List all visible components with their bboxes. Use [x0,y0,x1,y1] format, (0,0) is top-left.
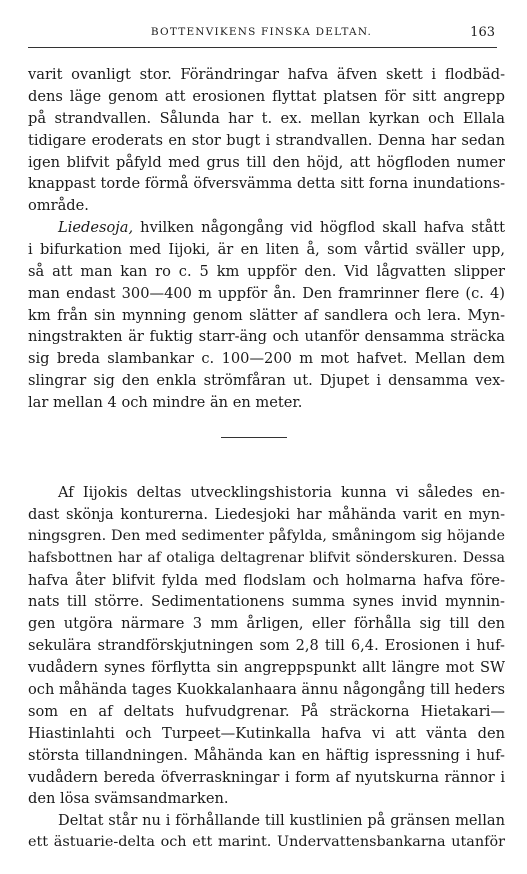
text-line: igen blifvit påfyld med grus till den höjd, att högfloden numer [28,153,505,171]
page-number: 163 [470,25,495,40]
text-line: dens läge genom att erosionen flyttat platsen för sitt angrepp [28,87,505,105]
text-line: hafsbottnen har af otaliga deltagrenar blifvit sönderskuren. Dessa [28,549,505,566]
text-line: lar mellan 4 och mindre än en meter. [28,394,303,412]
text-line: sekulära strandförskjutningen som 2,8 till 6,4. Erosionen i huf- [28,637,505,655]
text-line [28,217,505,239]
text-line: knappast torde förmå öfversvämma detta sitt forna inundations- [28,175,505,193]
text-line: km från sin mynning genom slätter af sandlera och lera. Myn- [28,306,505,324]
paragraph-2 [28,217,505,414]
page-header [28,26,495,44]
text-line: varit ovanligt stor. Förändringar hafva äfven skett i flodbäd- [28,66,505,83]
text-line: Deltat står nu i förhållande till kustlinien på gränsen mellan [58,812,505,829]
text-line: Hiastinlahti och Turpeet—Kutinkalla hafva vi att vänta den [28,724,505,742]
text-line: så att man kan ro c. 5 km uppför den. Vid lågvatten slipper [28,262,505,280]
text-line: största tillandningen. Måhända kan en häftig ispressning i huf- [28,746,505,764]
section-divider [221,437,287,438]
paragraph-4 [28,810,505,854]
text-line: och måhända tages Kuokkalanhaara ännu någongång till heders [28,681,505,699]
text-line: ningstrakten är fuktig starr-äng och utanför densamma sträcka [28,328,505,346]
paragraph-1 [28,64,505,217]
text-line: vudådern synes förflytta sin angreppspunkt allt längre mot SW [28,659,505,677]
text-line: som en af deltats hufvudgrenar. På sträckorna Hietakari— [28,702,505,720]
text-line: dast skönja konturerna. Liedesjoki har måhända varit en myn- [28,505,505,523]
text-line: sig breda slambankar c. 100—200 m mot hafvet. Mellan dem [28,350,505,368]
text-line: ett ästuarie-delta och ett marint. Undervattensbankarna utanför [28,833,505,850]
text-line: tidigare eroderats en stor bugt i strandvallen. Denna har sedan [28,131,505,149]
text-line: på strandvallen. Sålunda har t. ex. mellan kyrkan och Ellala [28,109,505,127]
text-line: gen utgöra närmare 3 mm årligen, eller förhålla sig till den [28,615,505,633]
text-line: vudådern bereda öfverraskningar i form af nyutskurna rännor i [28,768,505,786]
text-line: den lösa svämsandmarken. [28,790,229,808]
place-name-liedesoja: Liedesoja, [58,219,134,236]
text-line: man endast 300—400 m uppför ån. Den framrinner flere (c. 4) [28,284,505,302]
text-line: slingrar sig den enkla strömfåran ut. Djupet i densamma vex- [28,372,505,390]
text-line: Af Iijokis deltas utvecklingshistoria kunna vi således en- [58,484,505,501]
text-line: nats till större. Sedimentationens summa synes invid mynnin- [28,593,505,611]
text-line: ningsgren. Den med sedimenter påfylda, småningom sig höjande [28,527,505,544]
running-title: BOTTENVIKENS FINSKA DELTAN. [150,26,373,38]
header-rule [28,47,497,48]
text-line-rest: hvilken någongång vid högflod skall hafva stått [133,219,505,236]
text-line: i bifurkation med Iijoki, är en liten å, som vårtid sväller upp, [28,240,505,258]
paragraph-3 [28,482,505,810]
text-line: område. [28,197,89,215]
text-line: hafva åter blifvit fylda med flodslam och holmarna hafva före- [28,571,505,589]
